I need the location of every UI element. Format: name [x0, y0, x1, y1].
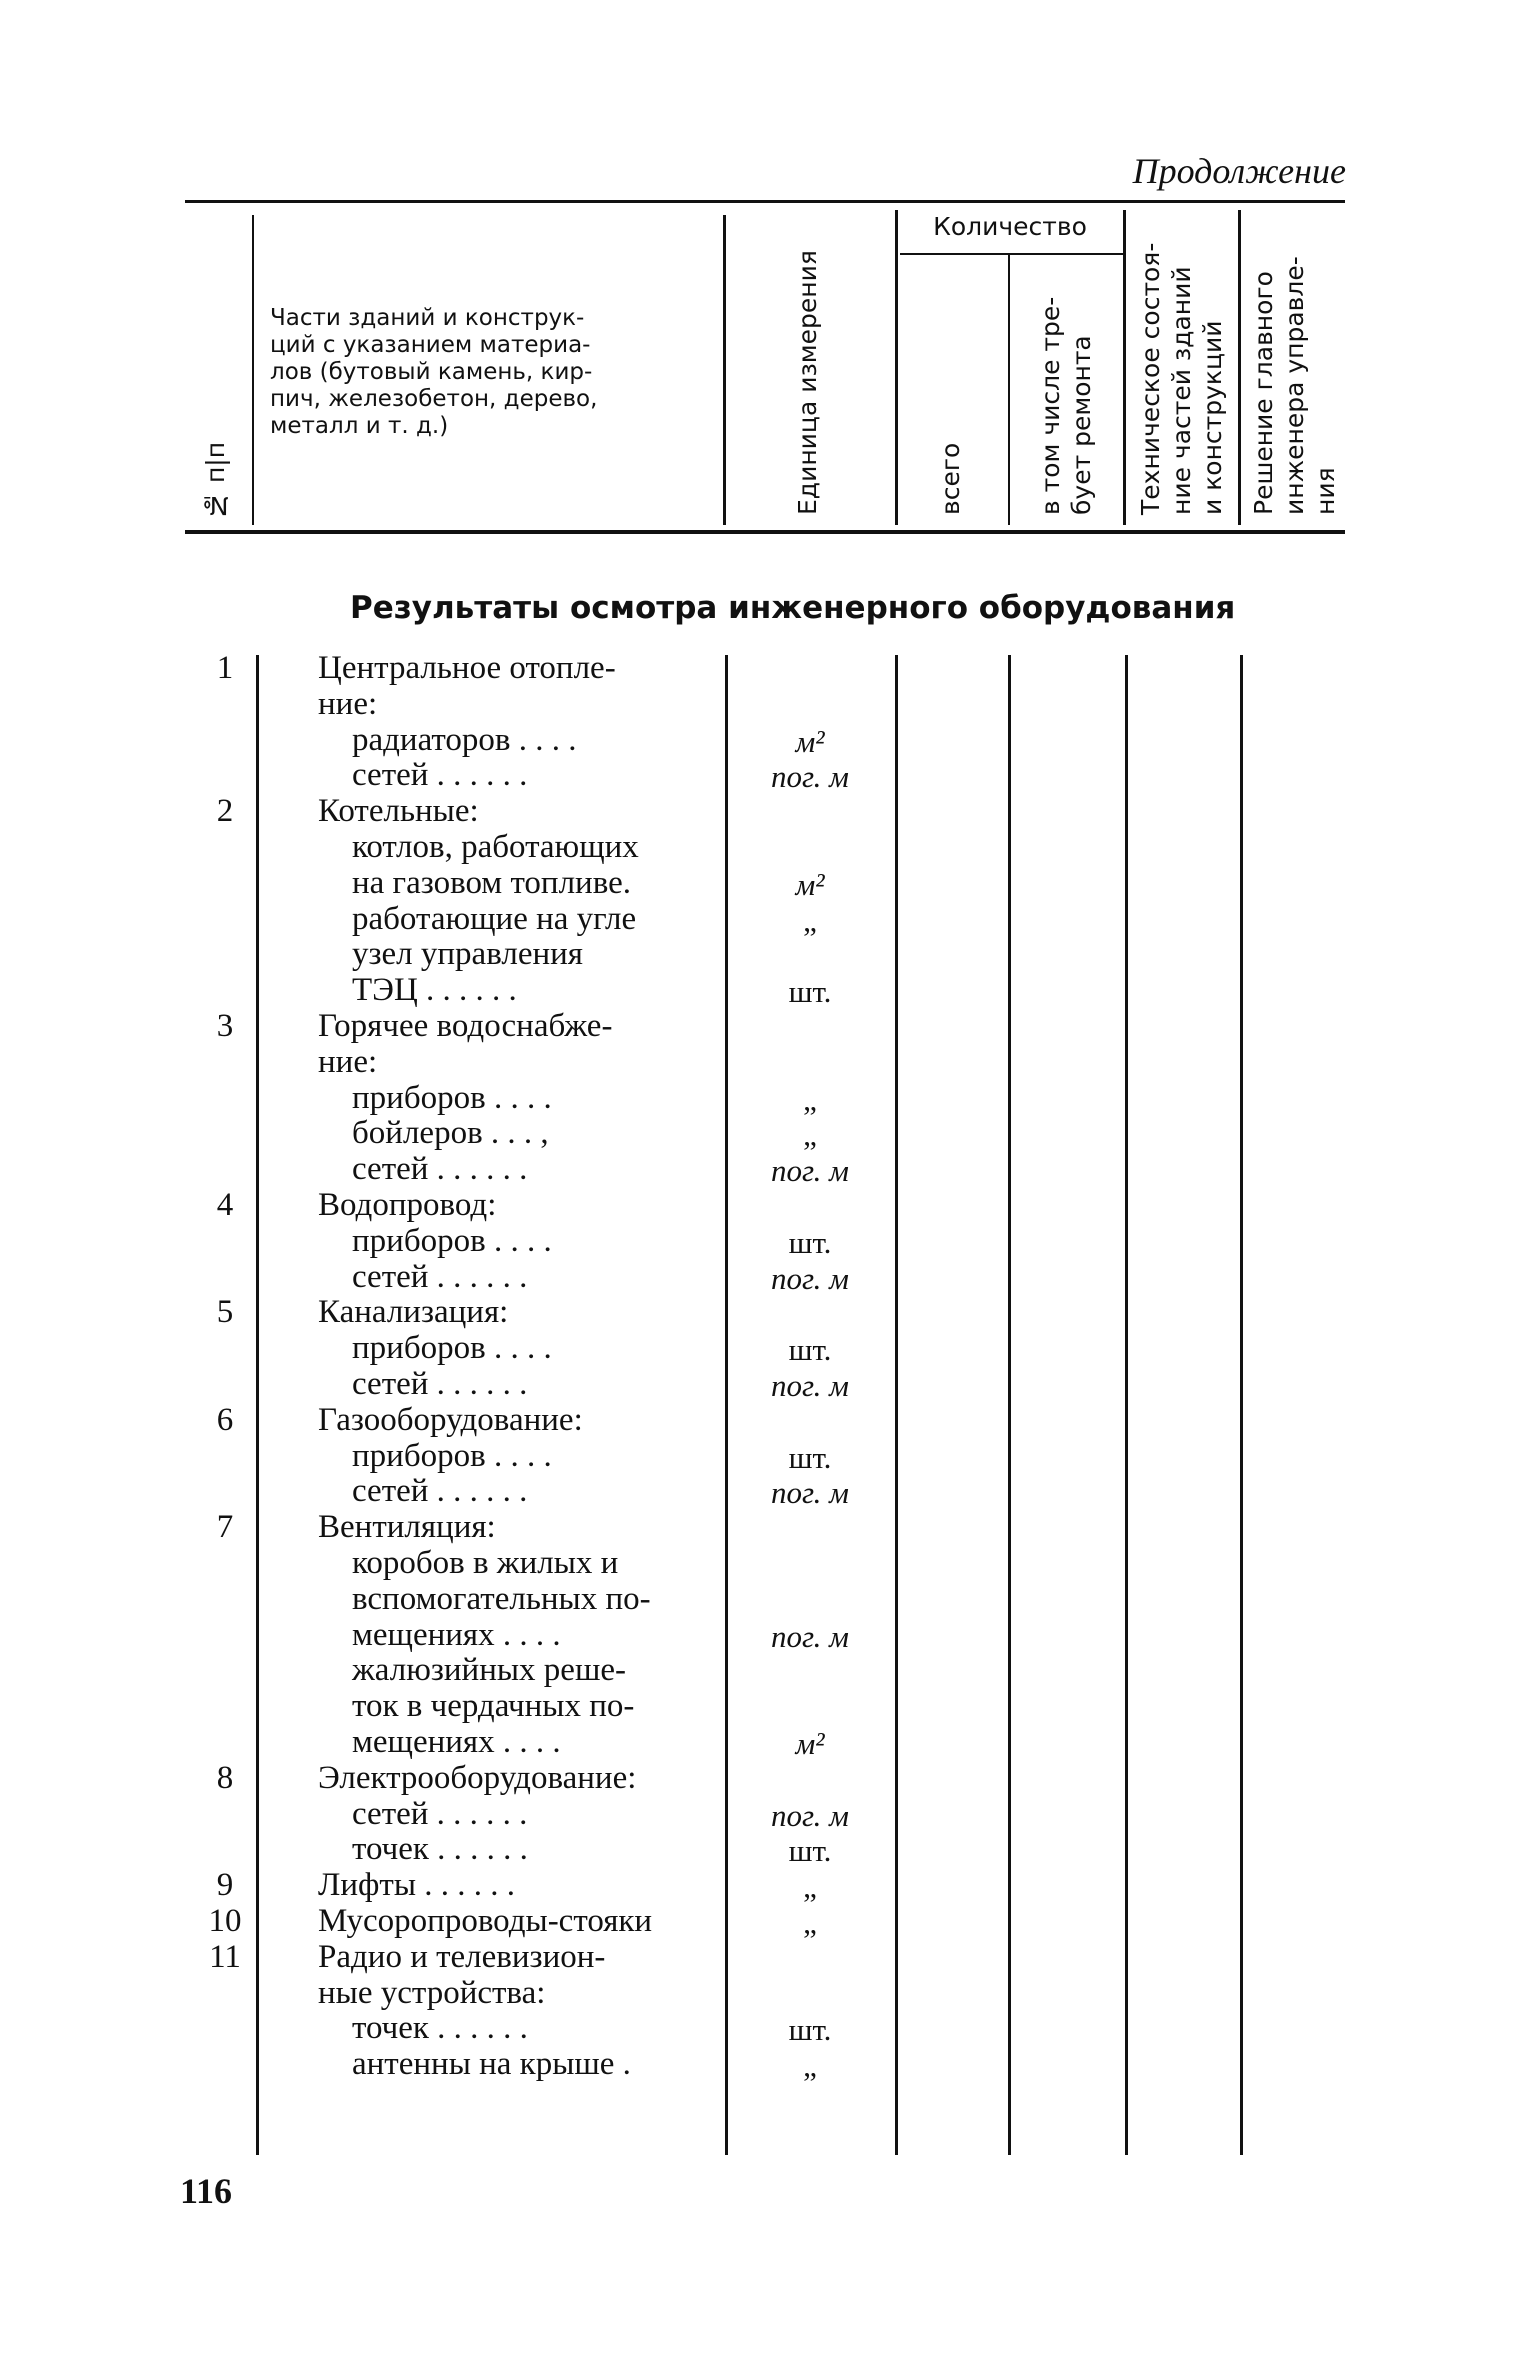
row-item: антенны на крыше . — [352, 2046, 631, 2083]
header-decision-line: ния — [1311, 467, 1340, 515]
row-number: 5 — [216, 1294, 234, 1331]
row-unit: шт. — [788, 1224, 832, 1260]
header-quantity-total: всего — [936, 442, 965, 515]
header-tech-state — [1135, 220, 1228, 515]
row-number: 11 — [209, 1938, 241, 1975]
header-bottom-rule — [185, 530, 1345, 534]
body-divider — [895, 655, 898, 2155]
row-unit: шт. — [788, 1439, 832, 1475]
header-divider — [723, 215, 726, 525]
row-number: 1 — [216, 650, 234, 686]
row-item: сетей . . . . . . — [352, 757, 528, 794]
header-tech-line: и конструкций — [1198, 320, 1227, 515]
row-unit: пог. м — [771, 1797, 849, 1833]
row-number: 9 — [216, 1867, 234, 1904]
row-item: жалюзийных реше- — [352, 1652, 626, 1689]
row-number: 3 — [216, 1008, 234, 1044]
row-number: 6 — [216, 1401, 234, 1438]
header-repair-line: бует ремонта — [1067, 335, 1096, 515]
row-unit: м² — [795, 1726, 825, 1761]
row-item: сетей . . . . . . — [352, 1366, 528, 1402]
row-unit: пог. м — [771, 1475, 849, 1511]
header-divider — [895, 210, 898, 525]
header-repair-line: в том числе тре- — [1036, 296, 1065, 515]
row-item: Электрооборудование: — [318, 1759, 637, 1796]
header-top-rule — [185, 200, 1345, 203]
row-item: точек . . . . . . — [352, 1831, 528, 1868]
header-quantity-group: Количество — [933, 212, 1087, 241]
row-item: Мусоропроводы-стояки — [318, 1903, 653, 1939]
row-number: 8 — [216, 1759, 234, 1796]
row-item: сетей . . . . . . — [352, 1795, 528, 1832]
row-item: сетей . . . . . . — [352, 1473, 528, 1510]
row-item: Горячее водоснабже- — [318, 1008, 613, 1044]
row-number: 7 — [216, 1509, 234, 1546]
header-divider — [1008, 255, 1010, 525]
header-parts-line: лов (бутовый камень, кир- — [270, 359, 593, 385]
header-divider — [1123, 210, 1126, 525]
header-parts-line: пич, железобетон, дерево, — [270, 386, 598, 412]
header-decision-line: инженера управле- — [1280, 256, 1309, 515]
quantity-group-rule — [900, 253, 1125, 255]
row-unit: „ — [803, 902, 817, 938]
continuation-label: Продолжение — [1132, 151, 1346, 191]
page-number: 116 — [180, 2171, 233, 2211]
row-item: бойлеров . . . , — [352, 1115, 549, 1152]
row-unit: „ — [803, 1905, 817, 1940]
row-unit: пог. м — [771, 1618, 849, 1654]
row-item: мещениях . . . . — [352, 1724, 561, 1760]
body-divider — [256, 655, 259, 2155]
header-decision-line: Решение главного — [1249, 271, 1278, 515]
row-unit: м² — [795, 723, 825, 759]
row-item: ние: — [318, 1043, 378, 1080]
row-item: ТЭЦ . . . . . . — [352, 972, 517, 1009]
row-item: коробов в жилых и — [352, 1545, 619, 1581]
row-item: ток в чердачных по- — [352, 1688, 635, 1725]
row-unit: „ — [803, 1117, 817, 1153]
row-unit: м² — [795, 866, 825, 902]
body-divider — [1125, 655, 1128, 2155]
row-item: Газооборудование: — [318, 1401, 583, 1438]
header-tech-line: ние частей зданий — [1167, 266, 1196, 515]
row-item: Вентиляция: — [318, 1509, 496, 1546]
row-unit: пог. м — [771, 1368, 849, 1403]
row-unit: шт. — [788, 2012, 832, 2048]
header-unit-col: Единица измерения — [793, 250, 822, 515]
row-unit: пог. м — [771, 759, 849, 795]
body-divider — [725, 655, 728, 2155]
row-item: Лифты . . . . . . — [318, 1867, 516, 1904]
row-item: Радио и телевизион- — [318, 1938, 606, 1975]
header-divider — [252, 215, 254, 525]
row-number: 10 — [208, 1903, 242, 1939]
row-item: мещениях . . . . — [352, 1616, 561, 1653]
body-divider — [1008, 655, 1011, 2155]
row-item: Канализация: — [318, 1294, 509, 1331]
row-unit: шт. — [788, 1332, 832, 1368]
header-tech-line: Техническое состоя- — [1136, 242, 1165, 515]
row-item: сетей . . . . . . — [352, 1258, 528, 1295]
row-item: Водопровод: — [318, 1187, 497, 1223]
row-item: котлов, работающих — [352, 829, 639, 865]
row-item: приборов . . . . — [352, 1222, 552, 1259]
row-item: точек . . . . . . — [352, 2010, 528, 2047]
row-item: Котельные: — [318, 793, 479, 830]
header-number-col: № п|п — [201, 441, 230, 520]
row-item: приборов . . . . — [352, 1079, 552, 1116]
row-item: на газовом топливе. — [352, 864, 632, 901]
row-number: 2 — [216, 793, 234, 830]
header-decision — [1248, 220, 1341, 515]
row-item: ние: — [318, 685, 378, 722]
header-divider — [1238, 210, 1241, 525]
header-parts-col — [270, 305, 700, 440]
header-parts-line: Части зданий и конструк- — [270, 305, 585, 331]
row-unit: „ — [803, 2048, 817, 2084]
row-item: радиаторов . . . . — [352, 721, 577, 758]
row-unit: пог. м — [771, 1153, 849, 1189]
body-divider — [1240, 655, 1243, 2155]
row-unit: „ — [803, 1081, 817, 1117]
row-item: сетей . . . . . . — [352, 1151, 528, 1188]
row-unit: шт. — [788, 1833, 832, 1869]
row-item: Центральное отопле- — [318, 650, 616, 686]
header-quantity-repair — [1035, 270, 1097, 515]
header-parts-line: металл и т. д.) — [270, 413, 449, 439]
row-item: приборов . . . . — [352, 1330, 552, 1367]
row-item: работающие на угле — [352, 900, 637, 937]
section-title: Результаты осмотра инженерного оборудования — [350, 590, 1236, 626]
row-unit: „ — [803, 1869, 817, 1905]
row-unit: пог. м — [771, 1260, 849, 1296]
row-number: 4 — [216, 1187, 234, 1223]
row-unit: шт. — [788, 974, 832, 1010]
row-item: вспомогательных по- — [352, 1580, 651, 1617]
row-item: ные устройства: — [318, 1974, 546, 2011]
row-item: приборов . . . . — [352, 1437, 552, 1474]
row-item: узел управления — [352, 936, 583, 973]
header-parts-line: ций с указанием материа- — [270, 332, 591, 358]
